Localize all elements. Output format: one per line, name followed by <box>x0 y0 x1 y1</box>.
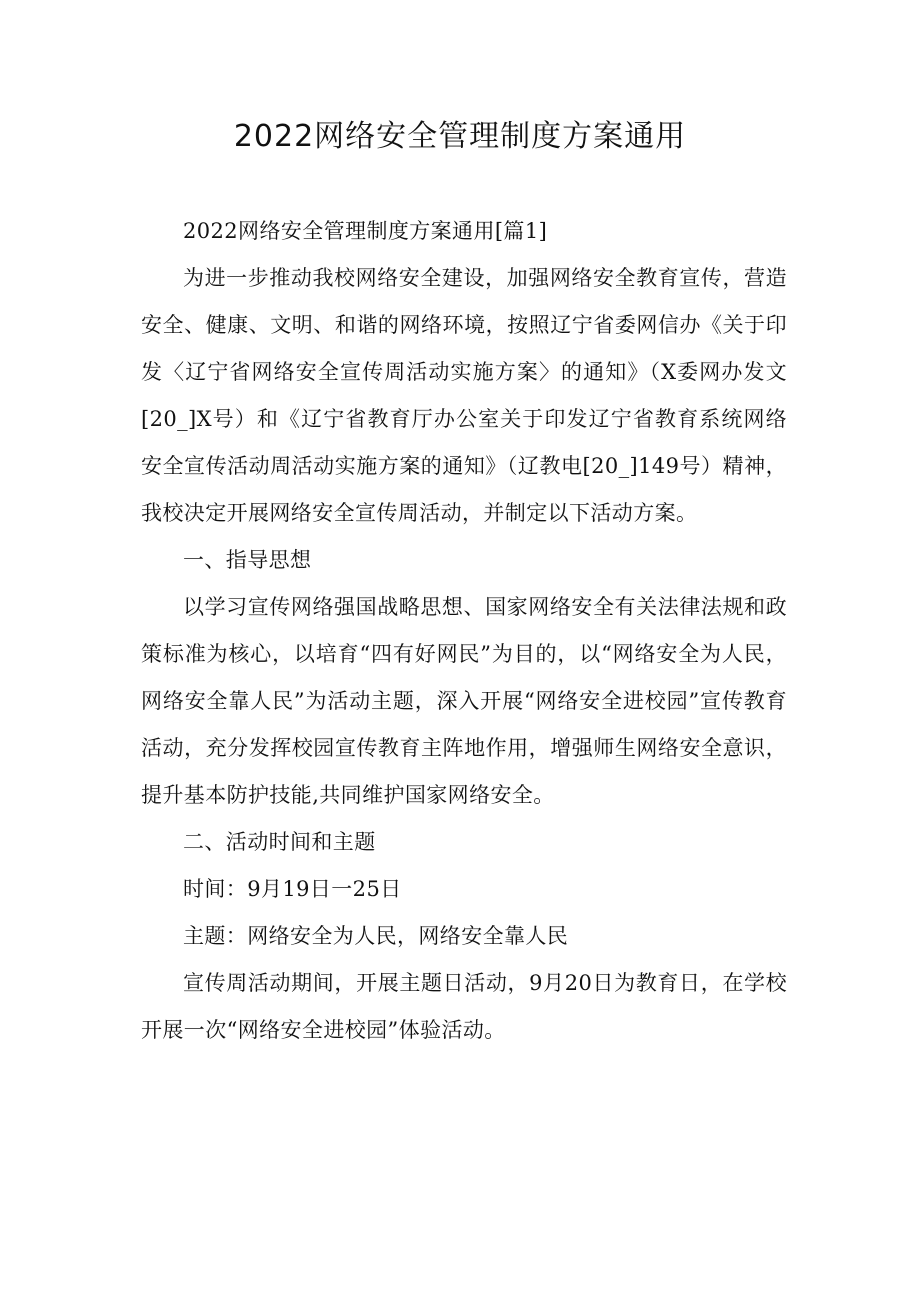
section-heading-part-1: 2022网络安全管理制度方案通用[篇1] <box>183 219 548 243</box>
activity-theme: 主题：网络安全为人民，网络安全靠人民 <box>183 924 569 948</box>
activity-time: 时间：9月19日一25日 <box>183 877 402 901</box>
document-title: 2022网络安全管理制度方案通用 <box>233 119 687 154</box>
section-heading-time-and-theme: 二、活动时间和主题 <box>183 830 376 854</box>
intro-paragraph: 为进一步推动我校网络安全建设，加强网络安全教育宣传，营造安全、健康、文明、和谐的网络环境，按照辽宁省委网信办《关于印发〈辽宁省网络安全宣传周活动实施方案〉的通知》（X委网办发文[20_]X号）和《辽宁省教育厅办公室关于印发辽宁省教育系统网络安全宣传活动周活动实施方案的通知》（辽教电[20_]149号）精神，我校决定开展网络安全宣传周活动，并制定以下活动方案。 <box>141 266 787 525</box>
activity-details-paragraph: 宣传周活动期间，开展主题日活动，9月20日为教育日，在学校开展一次“网络安全进校园”体验活动。 <box>141 971 787 1042</box>
document-body <box>141 208 787 1054</box>
section-heading-guiding-ideology: 一、指导思想 <box>183 548 312 572</box>
guiding-ideology-paragraph: 以学习宣传网络强国战略思想、国家网络安全有关法律法规和政策标准为核心，以培育“四有好网民”为目的，以“网络安全为人民，网络安全靠人民”为活动主题，深入开展“网络安全进校园”宣传教育活动，充分发挥校园宣传教育主阵地作用，增强师生网络安全意识，提升基本防护技能,共同维护国家网络安全。 <box>141 595 787 807</box>
